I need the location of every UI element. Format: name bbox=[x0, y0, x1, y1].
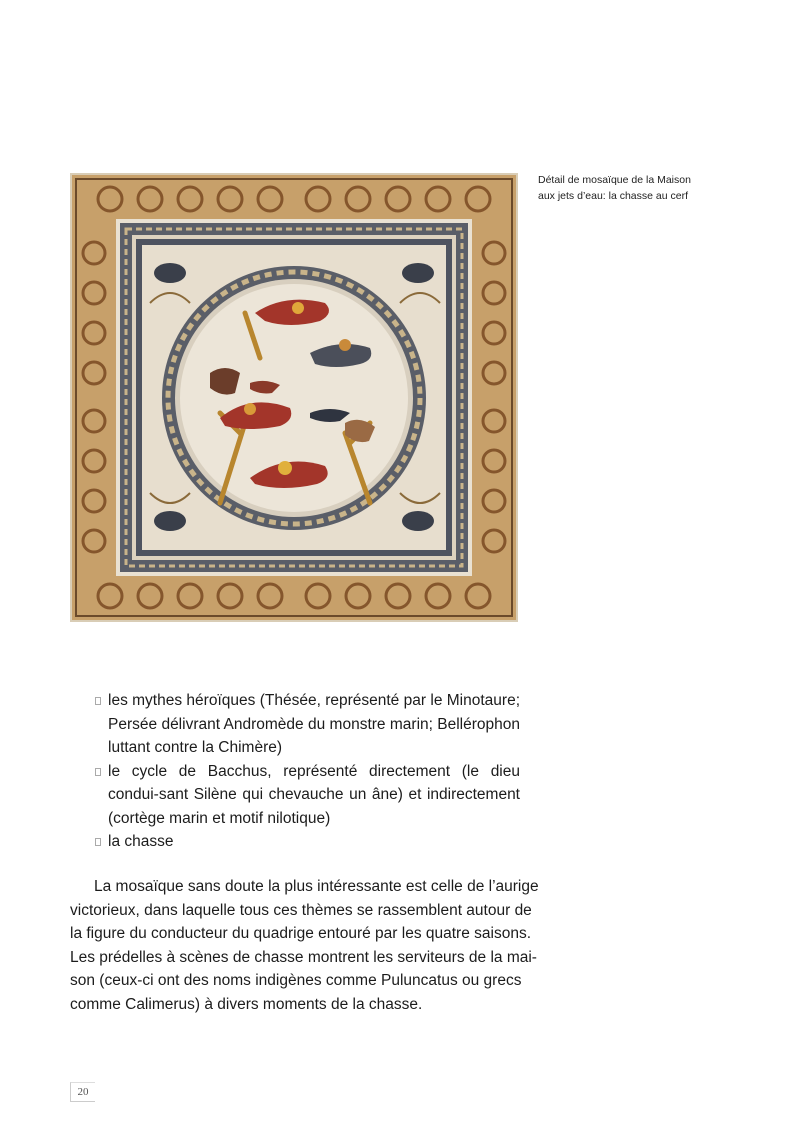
paragraph-line: Les prédelles à scènes de chasse montrent les serviteurs de la mai- bbox=[70, 948, 537, 966]
mosaic-image bbox=[70, 173, 518, 622]
caption-line: Détail de mosaïque de la Maison bbox=[538, 174, 691, 186]
theme-list bbox=[95, 689, 520, 854]
bullet-icon bbox=[95, 838, 101, 846]
paragraph-line: victorieux, dans laquelle tous ces thèmes se rassemblent autour de bbox=[70, 901, 532, 919]
paragraph-line: comme Calimerus) à divers moments de la chasse. bbox=[70, 995, 423, 1013]
figure-caption bbox=[538, 172, 718, 204]
list-item bbox=[95, 689, 520, 760]
caption-line: aux jets d’eau: la chasse au cerf bbox=[538, 190, 689, 202]
paragraph-line: son (ceux-ci ont des noms indigènes comme Puluncatus ou grecs bbox=[70, 972, 522, 989]
paragraph-line: La mosaïque sans doute la plus intéressante est celle de l’aurige bbox=[94, 878, 539, 895]
list-item-text: la chasse bbox=[108, 833, 174, 850]
list-item bbox=[95, 760, 520, 831]
mosaic-hunt-scene bbox=[70, 173, 518, 622]
body-paragraph bbox=[70, 875, 539, 1016]
bullet-icon bbox=[95, 768, 101, 776]
page-number: 20 bbox=[70, 1082, 95, 1102]
list-item-text: les mythes héroïques (Thésée, représenté par le Minotaure; Persée délivrant Andromède du monstre marin; Bellérophon luttant contre la Chimère) bbox=[108, 692, 520, 756]
list-item bbox=[95, 830, 520, 854]
bullet-icon bbox=[95, 697, 101, 705]
list-item-text: le cycle de Bacchus, représenté directement (le dieu condui-sant Silène qui chevauche un âne) et indirectement (cortège marin et motif nilotique) bbox=[108, 762, 520, 827]
paragraph-line: la figure du conducteur du quadrige entouré par les quatre saisons. bbox=[70, 925, 531, 942]
